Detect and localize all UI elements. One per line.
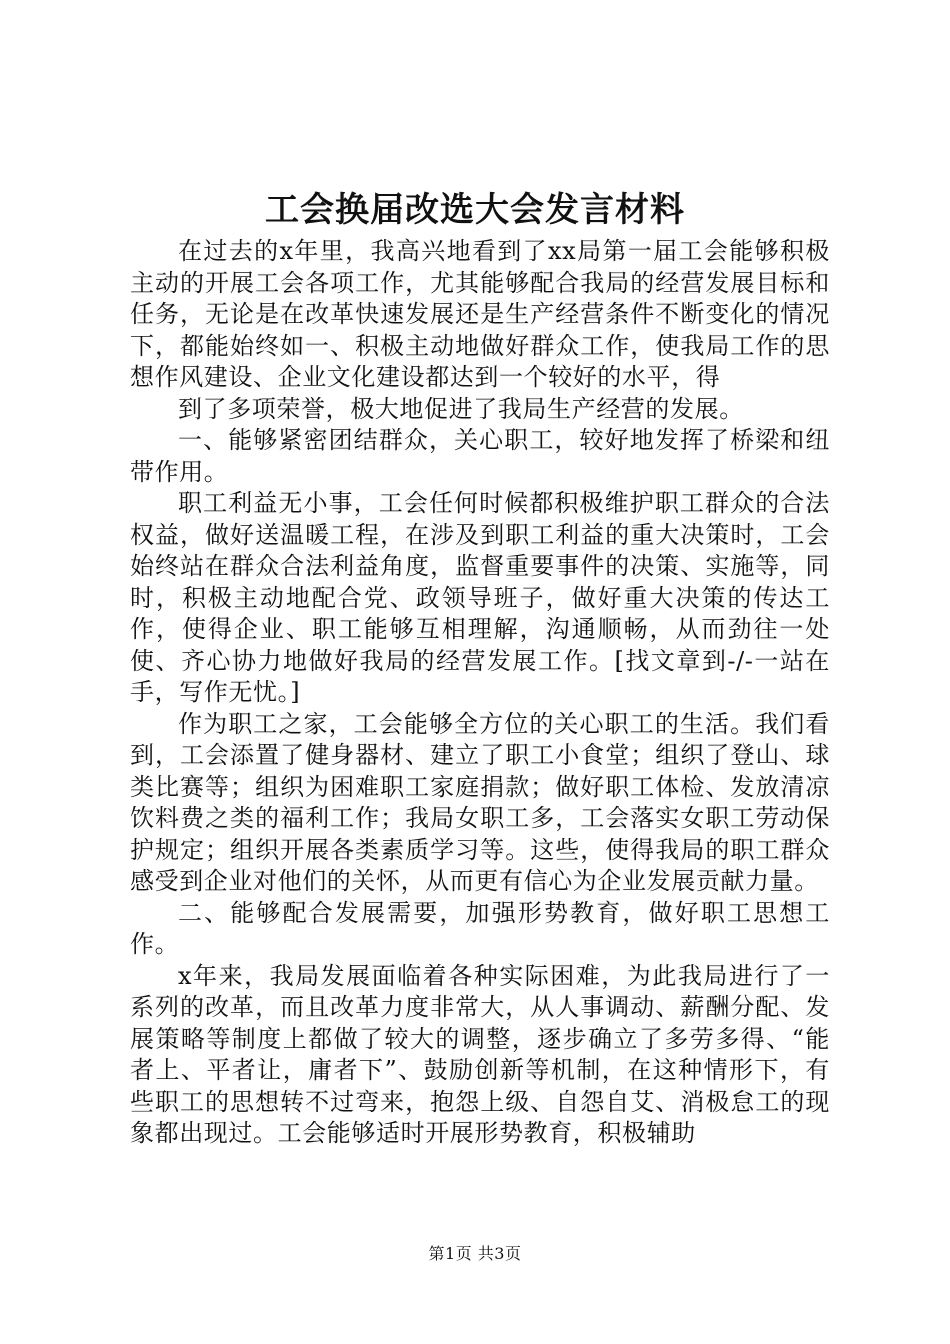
paragraph-intro-continued: 到了多项荣誉，极大地促进了我局生产经营的发展。 bbox=[178, 394, 744, 423]
section-heading-2: 二、能够配合发展需要，加强形势教育，做好职工思想工作。 bbox=[130, 898, 830, 958]
paragraph-employee-interests: 职工利益无小事，工会任何时候都积极维护职工群众的合法权益，做好送温暖工程，在涉及到职工利益的重大决策时，工会始终站在群众合法利益角度，监督重要事件的决策、实施等，同时，积极主动地配合党、政领导班子，做好重大决策的传达工作，使得企业、职工能够互相理解，沟通顺畅，从而劲往一处使、齐心协力地做好我局的经营发展工作。[找文章到-/-一站在手，写作无忧。] bbox=[130, 489, 830, 706]
paragraph-employee-care: 作为职工之家，工会能够全方位的关心职工的生活。我们看到，工会添置了健身器材、建立了职工小食堂；组织了登山、球类比赛等；组织为困难职工家庭捐款；做好职工体检、发放清凉饮料费之类的福利工作；我局女职工多，工会落实女职工劳动保护规定；组织开展各类素质学习等。这些，使得我局的职工群众感受到企业对他们的关怀，从而更有信心为企业发展贡献力量。 bbox=[130, 709, 830, 895]
section-heading-1: 一、能够紧密团结群众，关心职工，较好地发挥了桥梁和纽带作用。 bbox=[130, 426, 830, 486]
page-footer: 第1页 共3页 bbox=[428, 1244, 522, 1263]
document-title: 工会换届改选大会发言材料 bbox=[265, 190, 685, 230]
document-body bbox=[130, 236, 830, 1150]
paragraph-intro: 在过去的x年里，我高兴地看到了xx局第一届工会能够积极主动的开展工会各项工作，尤其能够配合我局的经营发展目标和任务，无论是在改革快速发展还是生产经营条件不断变化的情况下，都能始终如一、积极主动地做好群众工作，使我局工作的思想作风建设、企业文化建设都达到一个较好的水平，得 bbox=[130, 237, 830, 391]
paragraph-reform: x年来，我局发展面临着各种实际困难，为此我局进行了一系列的改革，而且改革力度非常大，从人事调动、薪酬分配、发展策略等制度上都做了较大的调整，逐步确立了多劳多得、“能者上、平者让，庸者下”、鼓励创新等机制，在这种情形下，有些职工的思想转不过弯来，抱怨上级、自怨自艾、消极怠工的现象都出现过。工会能够适时开展形势教育，积极辅助 bbox=[130, 961, 830, 1147]
